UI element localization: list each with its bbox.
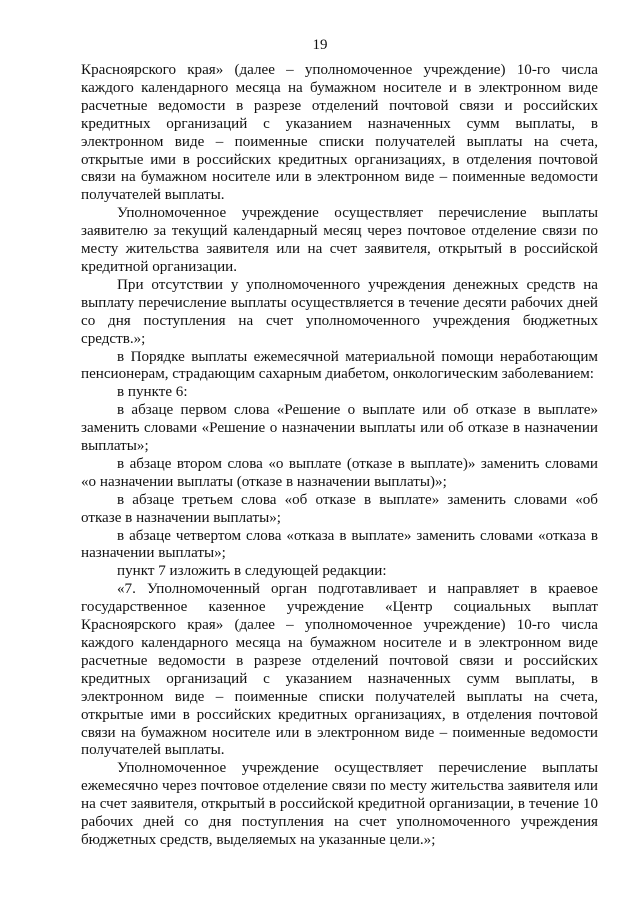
paragraph-procedure-amendment: в Порядке выплаты ежемесячной материальной помощи неработающим пенсионерам, страдающим сахарным диабетом, онкологическим заболеванием: xyxy=(81,348,598,383)
document-body xyxy=(81,62,598,850)
paragraph-item-7-intro: пункт 7 изложить в следующей редакции: xyxy=(117,563,387,580)
paragraph-continuation: Красноярского края» (далее – уполномоченное учреждение) 10-го числа каждого календарного месяца на бумажном носителе и в электронном виде расчетные ведомости в разрезе отделений почтовой связи и российских кредитных организаций с указанием назначенных сумм выплаты, в электронном виде – поименные списки получателей выплаты на счета, открытые ими в российских кредитных организациях, в отделения почтовой связи на бумажном носителе или в электронном виде – поименные ведомости получателей выплаты. xyxy=(81,62,598,204)
paragraph-fourth-abzac: в абзаце четвертом слова «отказа в выплате» заменить словами «отказа в назначении выплаты»; xyxy=(81,527,598,562)
paragraph-first-abzac: в абзаце первом слова «Решение о выплате или об отказе в выплате» заменить словами «Решение о назначении выплаты или об отказе в назначении выплаты»; xyxy=(81,402,598,455)
paragraph-item-6: в пункте 6: xyxy=(117,384,188,401)
paragraph-insufficient-funds: При отсутствии у уполномоченного учреждения денежных средств на выплату перечисление выплаты осуществляется в течение десяти рабочих дней со дня поступления на счет уполномоченного учреждения бюджетных средств.»; xyxy=(81,276,598,347)
page-number: 19 xyxy=(312,37,328,53)
paragraph-item-7-text: «7. Уполномоченный орган подготавливает и направляет в краевое государственное казенное учреждение «Центр социальных выплат Красноярского края» (далее – уполномоченное учреждение) 10-го числа каждого календарного месяца на бумажном носителе и в электронном виде расчетные ведомости в разрезе отделений почтовой связи и российских кредитных организаций с указанием назначенных сумм выплаты, в электронном виде – поименные списки получателей выплаты на счета, открытые ими в российских кредитных организациях, в отделения почтовой связи на бумажном носителе или в электронном виде – поименные ведомости получателей выплаты. xyxy=(81,581,598,759)
paragraph-third-abzac: в абзаце третьем слова «об отказе в выплате» заменить словами «об отказе в назначении выплаты»; xyxy=(81,491,598,526)
paragraph-monthly-transfer: Уполномоченное учреждение осуществляет перечисление выплаты ежемесячно через почтовое отделение связи по месту жительства заявителя или на счет заявителя, открытый в российской кредитной организации, в течение 10 рабочих дней со дня поступления на счет уполномоченного учреждения бюджетных средств, выделяемых на указанные цели.»; xyxy=(81,760,598,848)
paragraph-transfer-terms: Уполномоченное учреждение осуществляет перечисление выплаты заявителю за текущий календарный месяц через почтовое отделение связи по месту жительства заявителя или на счет заявителя, открытый в российской кредитной организации. xyxy=(81,205,598,275)
paragraph-second-abzac: в абзаце втором слова «о выплате (отказе в выплате)» заменить словами «о назначении выплаты (отказе в назначении выплаты)»; xyxy=(81,455,598,490)
